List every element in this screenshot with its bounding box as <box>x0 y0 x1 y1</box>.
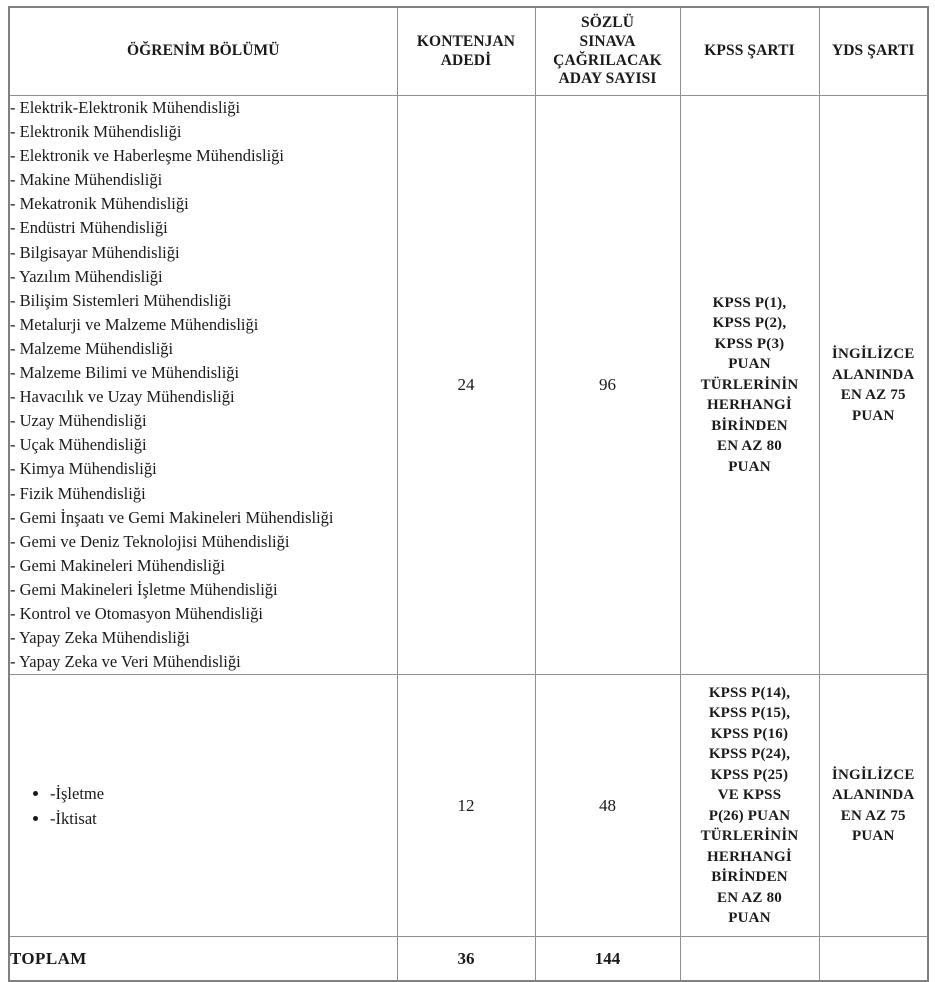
table-header-row <box>9 7 928 96</box>
table-row <box>9 675 928 937</box>
yds-line: PUAN <box>852 407 895 424</box>
kpss-line: HERHANGİ <box>707 848 792 865</box>
kpss-requirement-cell <box>680 675 819 937</box>
department-list <box>10 96 397 674</box>
yds-line: ALANINDA <box>832 366 915 383</box>
kpss-line: KPSS P(14), <box>708 684 791 701</box>
list-item: - Elektrik-Elektronik Mühendisliği <box>10 98 241 117</box>
department-list-cell-business <box>9 675 397 937</box>
quota-requirements-table <box>8 6 929 982</box>
yds-line: İNGİLİZCE <box>831 766 915 783</box>
column-header-kpss: KPSS ŞARTI <box>680 7 819 96</box>
kpss-line: PUAN <box>728 458 771 475</box>
list-item: - Havacılık ve Uzay Mühendisliği <box>10 387 235 407</box>
kpss-line: VE KPSS <box>717 787 782 804</box>
kpss-line: P(26) PUAN <box>708 807 791 824</box>
column-header-candidates <box>535 7 680 96</box>
column-header-quota <box>397 7 535 96</box>
column-header-candidates-line1: SÖZLÜ <box>580 14 635 32</box>
kpss-line: HERHANGİ <box>707 397 792 414</box>
list-item: - Kontrol ve Otomasyon Mühendisliği <box>10 603 263 623</box>
column-header-quota-line1: KONTENJAN <box>416 32 516 50</box>
yds-line: EN AZ 75 <box>840 807 906 824</box>
list-item: - Endüstri Mühendisliği <box>10 218 168 238</box>
list-item: - Gemi Makineleri İşletme Mühendisliği <box>10 579 278 599</box>
yds-requirement-cell <box>819 675 928 937</box>
kpss-line: EN AZ 80 <box>717 889 782 906</box>
list-item: - Bilişim Sistemleri Mühendisliği <box>10 290 232 310</box>
list-item: - Malzeme Bilimi ve Mühendisliği <box>10 363 240 383</box>
column-header-department: ÖĞRENİM BÖLÜMÜ <box>9 7 397 96</box>
yds-line: İNGİLİZCE <box>831 346 915 363</box>
list-item: • -İşletme <box>50 781 397 806</box>
list-item: - Yapay Zeka ve Veri Mühendisliği <box>10 652 241 672</box>
quota-value: 24 <box>397 96 535 675</box>
list-item: - Yapay Zeka Mühendisliği <box>10 628 190 648</box>
kpss-line: EN AZ 80 <box>717 438 782 455</box>
total-kpss-cell <box>680 937 819 981</box>
kpss-line: KPSS P(3) <box>714 335 785 352</box>
total-label: TOPLAM <box>9 937 397 981</box>
kpss-line: PUAN <box>728 356 771 373</box>
list-item: - Uzay Mühendisliği <box>10 411 147 431</box>
column-header-yds: YDS ŞARTI <box>819 7 928 96</box>
list-item: - Uçak Mühendisliği <box>10 435 147 455</box>
total-quota-value: 36 <box>397 937 535 981</box>
kpss-line: KPSS P(16) <box>710 725 789 742</box>
list-item: - Gemi İnşaatı ve Gemi Makineleri Mühendisliği <box>10 507 334 527</box>
total-yds-cell <box>819 937 928 981</box>
list-item: - Elektronik Mühendisliği <box>10 122 182 142</box>
column-header-candidates-line3: ÇAĞRILACAK <box>553 51 662 69</box>
column-header-candidates-line2: SINAVA <box>579 32 636 50</box>
kpss-line: TÜRLERİNİN <box>700 376 799 393</box>
list-item: - Yazılım Mühendisliği <box>10 266 163 286</box>
table-row <box>9 96 928 675</box>
column-header-quota-line2: ADEDİ <box>440 51 492 69</box>
department-list-cell-engineering <box>9 96 397 675</box>
list-item: • -İktisat <box>50 806 397 831</box>
yds-line: ALANINDA <box>832 787 915 804</box>
kpss-line: KPSS P(1), <box>712 294 787 311</box>
kpss-line: TÜRLERİNİN <box>700 828 799 845</box>
kpss-line: PUAN <box>728 910 771 927</box>
candidate-count-value: 48 <box>535 675 680 937</box>
total-candidate-count-value: 144 <box>535 937 680 981</box>
list-item: - Mekatronik Mühendisliği <box>10 194 189 214</box>
list-item: - Malzeme Mühendisliği <box>10 338 174 358</box>
list-item: - Elektronik ve Haberleşme Mühendisliği <box>10 146 285 166</box>
list-item: - Metalurji ve Malzeme Mühendisliği <box>10 314 259 334</box>
list-item: - Fizik Mühendisliği <box>10 483 146 503</box>
kpss-line: KPSS P(24), <box>708 746 791 763</box>
kpss-line: KPSS P(25) <box>710 766 789 783</box>
table-total-row <box>9 937 928 981</box>
list-item: - Gemi ve Deniz Teknolojisi Mühendisliği <box>10 531 290 551</box>
list-item: - Makine Mühendisliği <box>10 170 163 190</box>
list-item: - Gemi Makineleri Mühendisliği <box>10 555 225 575</box>
kpss-requirement-cell <box>680 96 819 675</box>
list-item: - Bilgisayar Mühendisliği <box>10 242 180 262</box>
list-item: - Kimya Mühendisliği <box>10 459 157 479</box>
kpss-line: KPSS P(15), <box>708 705 791 722</box>
yds-line: EN AZ 75 <box>840 387 906 404</box>
column-header-candidates-line4: ADAY SAYISI <box>558 70 657 88</box>
candidate-count-value: 96 <box>535 96 680 675</box>
kpss-line: KPSS P(2), <box>712 315 787 332</box>
yds-line: PUAN <box>852 828 895 845</box>
kpss-line: BİRİNDEN <box>711 869 788 886</box>
quota-value: 12 <box>397 675 535 937</box>
department-list <box>10 781 397 831</box>
kpss-line: BİRİNDEN <box>711 417 788 434</box>
yds-requirement-cell <box>819 96 928 675</box>
